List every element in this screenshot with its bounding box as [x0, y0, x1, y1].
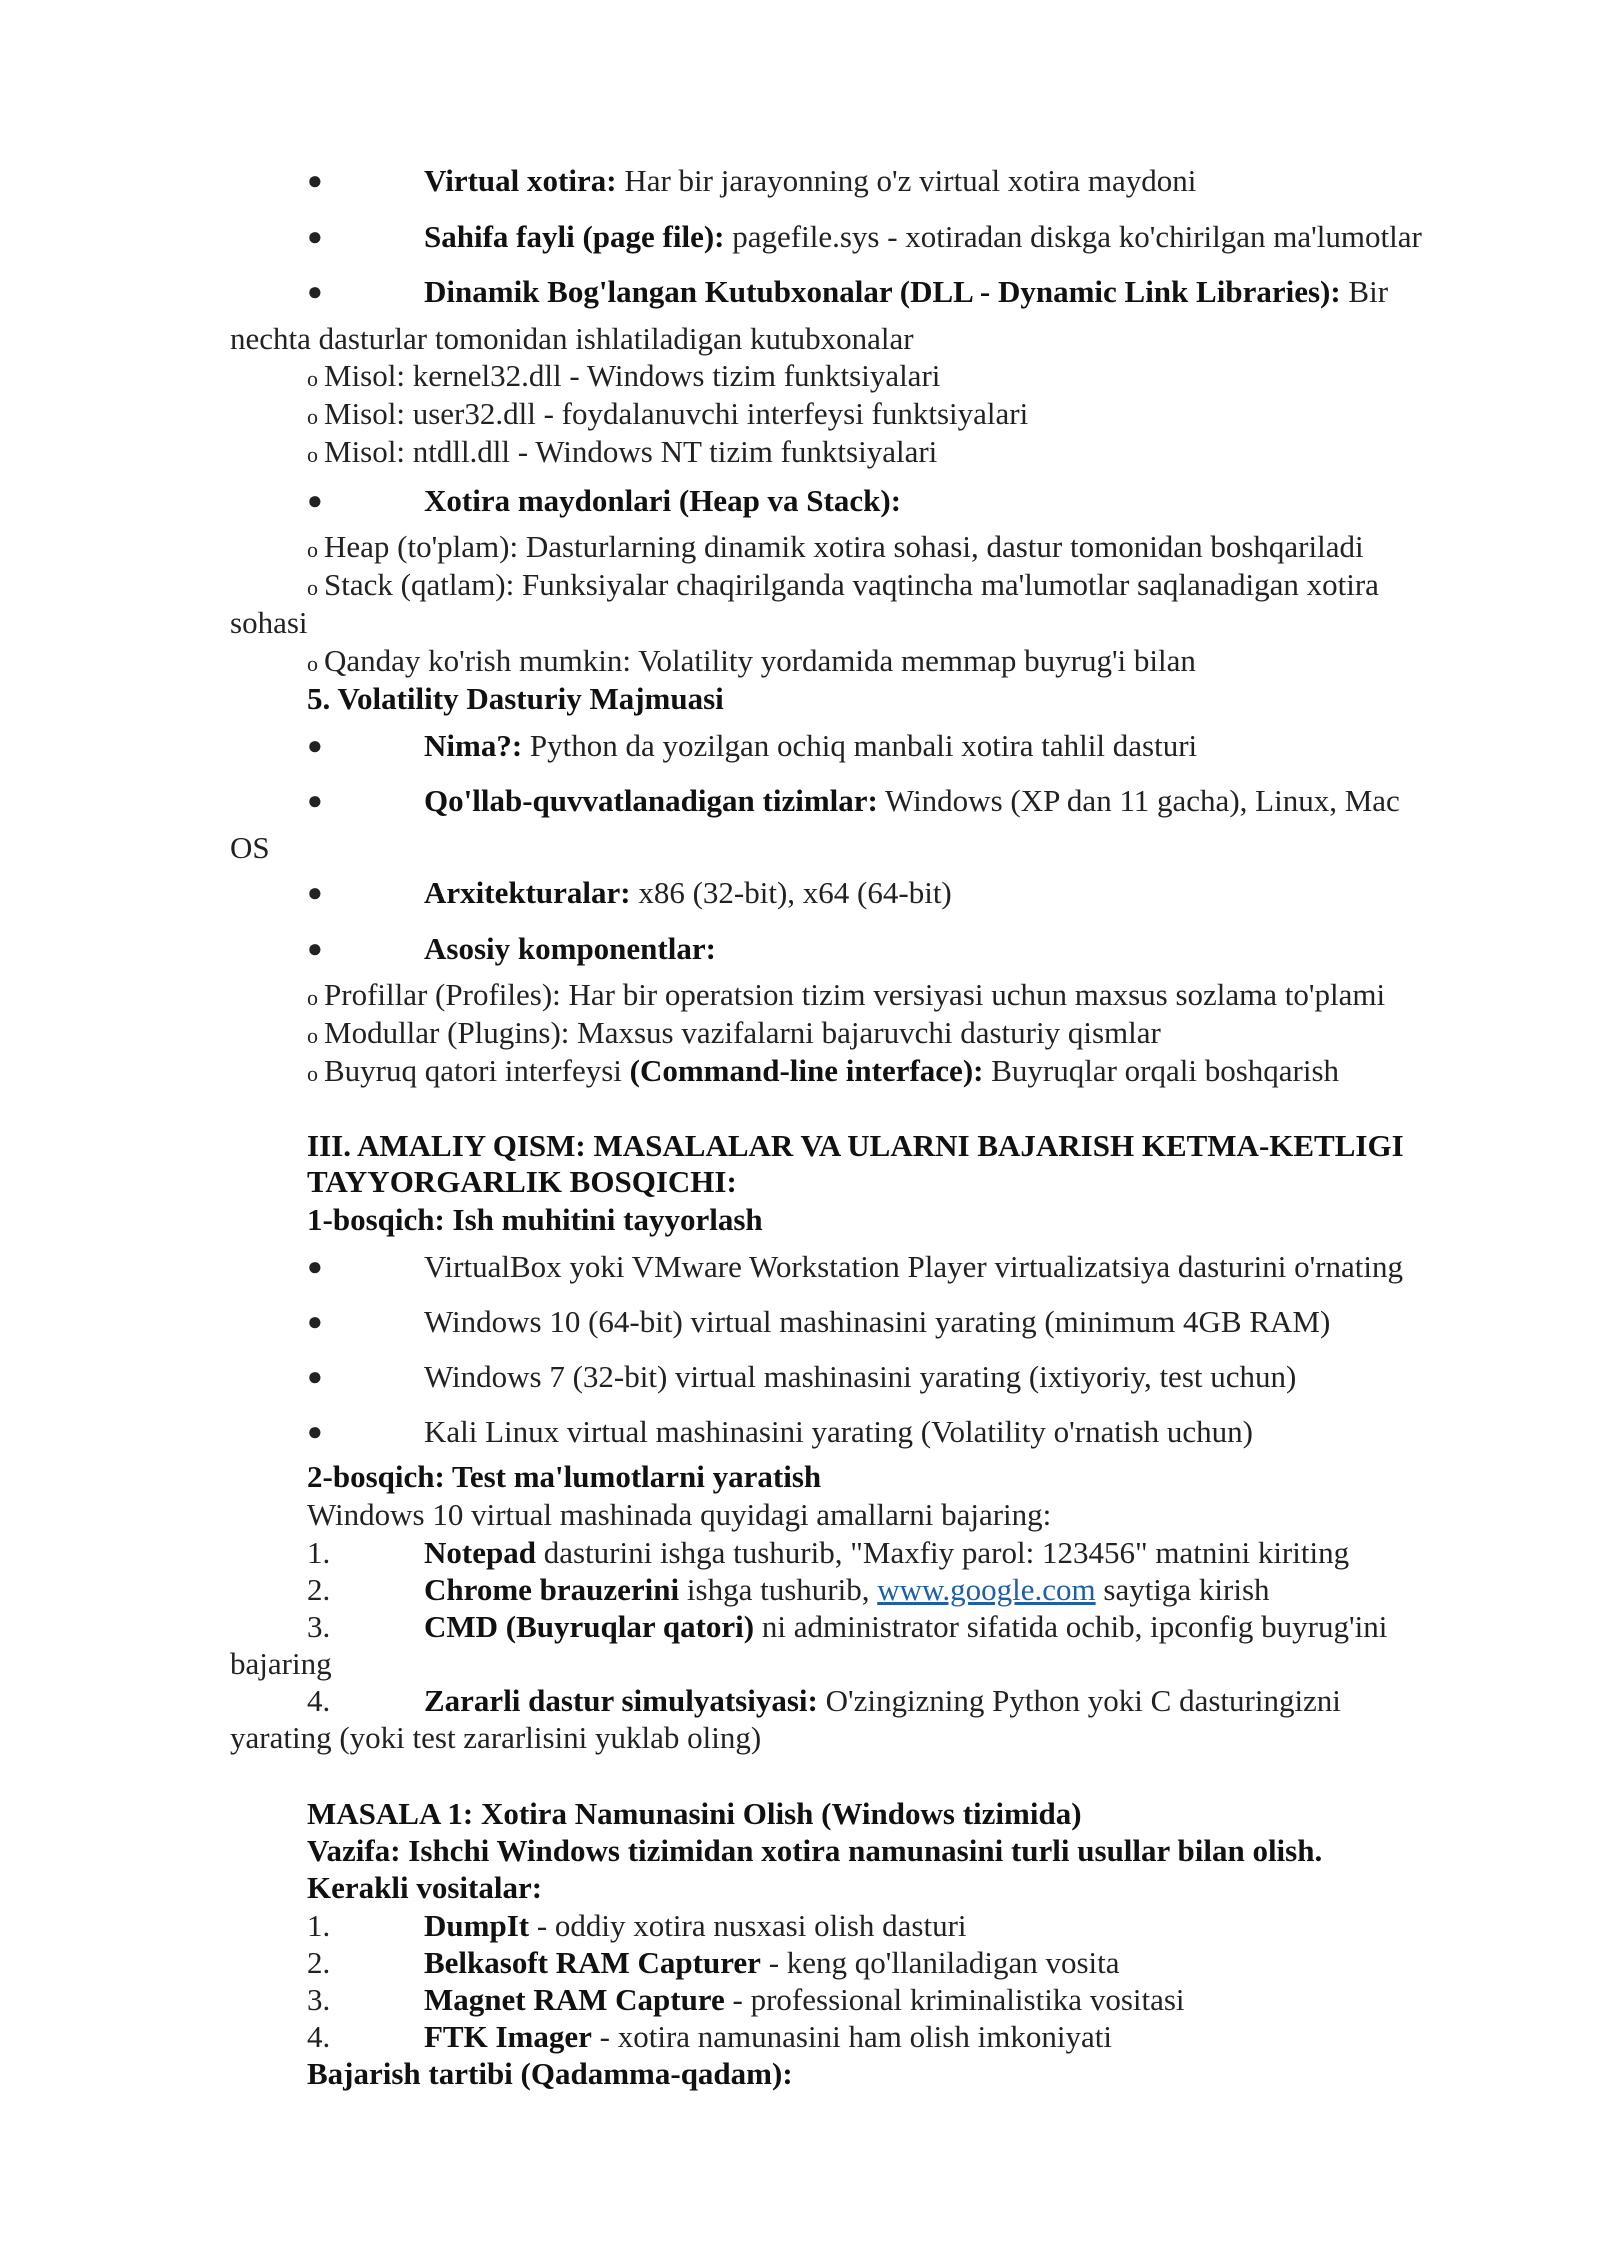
sub-bullet-marker: o — [307, 1023, 318, 1048]
bullet-marker: ● — [307, 1362, 323, 1391]
bullet-marker: ● — [307, 934, 323, 963]
term: Nima?: — [424, 728, 523, 763]
step-2-item-3-continuation: bajaring — [230, 1646, 332, 1681]
sub-bullet-marker: o — [307, 404, 318, 429]
sub-bullet-marker: o — [307, 575, 318, 600]
supported-systems-continuation: OS — [230, 830, 270, 865]
component-profiles: o Profillar (Profiles): Har bir operatsion tizim versiyasi uchun maxsus sozlama to'plami — [307, 977, 1386, 1012]
list-number: 2. — [307, 1945, 331, 1980]
bullet-marker: ● — [307, 277, 323, 306]
component-cli: o Buyruq qatori interfeysi (Command-line interface): Buyruqlar orqali boshqarish — [307, 1053, 1340, 1088]
definition: Bir — [1340, 274, 1389, 309]
bullet-marker: ● — [307, 1417, 323, 1446]
bullet-dll-continuation: nechta dasturlar tomonidan ishlatiladigan kutubxonalar — [230, 321, 914, 356]
term: Dinamik Bog'langan Kutubxonalar (DLL - Dynamic Link Libraries): — [424, 274, 1341, 309]
tools-title: Kerakli vositalar: — [307, 1870, 543, 1905]
definition: Python da yozilgan ochiq manbali xotira tahlil dasturi — [522, 728, 1198, 763]
bullet-marker: ● — [307, 786, 323, 815]
section-5-title: 5. Volatility Dasturiy Majmuasi — [307, 681, 724, 716]
part-3-title-line-1: III. AMALIY QISM: MASALALAR VA ULARNI BAJARISH KETMA-KETLIGI — [307, 1128, 1404, 1163]
term: Xotira maydonlari (Heap va Stack): — [424, 483, 902, 518]
google-link[interactable]: www.google.com — [877, 1572, 1096, 1607]
sub-bullet-marker: o — [307, 537, 318, 562]
list-number: 1. — [307, 1908, 331, 1943]
sub-bullet-marker: o — [307, 985, 318, 1010]
component-plugins: o Modullar (Plugins): Maxsus vazifalarni bajaruvchi dasturiy qismlar — [307, 1015, 1161, 1050]
procedure-title: Bajarish tartibi (Qadamma-qadam): — [307, 2056, 793, 2091]
step-2-intro: Windows 10 virtual mashinada quyidagi amallarni bajaring: — [307, 1497, 1052, 1532]
heap-item: o Heap (to'plam): Dasturlarning dinamik xotira sohasi, dastur tomonidan boshqariladi — [307, 529, 1364, 564]
dll-example-3: o Misol: ntdll.dll - Windows NT tizim funktsiyalari — [307, 434, 938, 469]
heap-stack-view-item: o Qanday ko'rish mumkin: Volatility yordamida memmap buyrug'i bilan — [307, 643, 1196, 678]
masala-1-task: Vazifa: Ishchi Windows tizimidan xotira namunasini turli usullar bilan olish. — [307, 1833, 1323, 1868]
bullet-marker: ● — [307, 1307, 323, 1336]
step-1-title: 1-bosqich: Ish muhitini tayyorlash — [307, 1202, 763, 1237]
sub-bullet-marker: o — [307, 442, 318, 467]
term: Qo'llab-quvvatlanadigan tizimlar: — [424, 783, 878, 818]
list-number: 3. — [307, 1609, 331, 1644]
list-number: 4. — [307, 2019, 331, 2054]
step-2-title: 2-bosqich: Test ma'lumotlarni yaratish — [307, 1459, 822, 1494]
step-2-item-4-continuation: yarating (yoki test zararlisini yuklab oling) — [230, 1720, 762, 1755]
term: Arxitekturalar: — [424, 875, 631, 910]
definition: Windows (XP dan 11 gacha), Linux, Mac — [877, 783, 1400, 818]
definition: Har bir jarayonning o'z virtual xotira maydoni — [616, 163, 1197, 198]
bullet-marker: ● — [307, 731, 323, 760]
stack-item-continuation: sohasi — [230, 605, 308, 640]
list-number: 3. — [307, 1982, 331, 2017]
list-number: 1. — [307, 1535, 331, 1570]
definition: pagefile.sys - xotiradan diskga ko'chirilgan ma'lumotlar — [724, 219, 1422, 254]
bullet-marker: ● — [307, 486, 323, 515]
term: Virtual xotira: — [424, 163, 617, 198]
masala-1-title: MASALA 1: Xotira Namunasini Olish (Windows tizimida) — [307, 1796, 1082, 1831]
term: Sahifa fayli (page file): — [424, 219, 725, 254]
sub-bullet-marker: o — [307, 1061, 318, 1086]
part-3-title-line-2: TAYYORGARLIK BOSQICHI: — [307, 1164, 737, 1199]
sub-bullet-marker: o — [307, 651, 318, 676]
list-number: 4. — [307, 1683, 331, 1718]
sub-bullet-marker: o — [307, 366, 318, 391]
definition: x86 (32-bit), x64 (64-bit) — [630, 875, 952, 910]
dll-example-2: o Misol: user32.dll - foydalanuvchi interfeysi funktsiyalari — [307, 396, 1029, 431]
term: Asosiy komponentlar: — [424, 931, 716, 966]
bullet-marker: ● — [307, 166, 323, 195]
bullet-marker: ● — [307, 1252, 323, 1281]
dll-example-1: o Misol: kernel32.dll - Windows tizim funktsiyalari — [307, 358, 941, 393]
stack-item: o Stack (qatlam): Funksiyalar chaqirilganda vaqtincha ma'lumotlar saqlanadigan xotira — [307, 567, 1379, 602]
bullet-marker: ● — [307, 222, 323, 251]
list-number: 2. — [307, 1572, 331, 1607]
bullet-marker: ● — [307, 878, 323, 907]
document-page: ● Virtual xotira: Har bir jarayonning o'z virtual xotira maydoni ● Sahifa fayli (page file): pagefile.sys - xotiradan diskga ko'chirilgan ma'lumotlar ● Dinamik Bog'langan Kutubxonalar (DLL - Dynamic Link Libraries): Bir nechta dasturlar tomonidan ishlatiladigan kutubxonalar o Misol: kernel32.dll - Windows tizim funktsiyalari o Misol: user32.dll - foydalanuvchi interfeysi funktsiyalari o Misol: ntdll.dll - Windows NT tizim funktsiyalari ● Xotira maydonlari (Heap va Stack): o Heap (to'plam): Dasturlarning dinamik xotira sohasi, dastur tomonidan boshqariladi o Stack (qatlam): Funksiyalar chaqirilganda vaqtincha ma'lumotlar saqlanadigan xotira sohasi o Qanday ko'rish mumkin: Volatility yordamida memmap buyrug'i bilan 5. Volatility Dasturiy Majmuasi ● Nima?: Python da yozilgan ochiq manbali xotira tahlil dasturi ● Qo'llab-quvvatlanadigan tizimlar: Windows (XP dan 11 gacha), Linux, Mac OS ● Arxitekturalar: x86 (32-bit), x64 (64-bit) ● Asosiy komponentlar: o Profillar (Profiles): Har bir operatsion tizim versiyasi uchun maxsus sozlama to'plami o Modullar (Plugins): Maxsus vazifalarni bajaruvchi dasturiy qismlar o Buyruq qatori interfeysi (Command-line interface): Buyruqlar orqali boshqarish III. AMALIY QISM: MASALALAR VA ULARNI BAJARISH KETMA-KETLIGI TAYYORGARLIK BOSQICHI: 1-bosqich: Ish muhitini tayyorlash ● VirtualBox yoki VMware Workstation Player virtualizatsiya dasturini o'rnating ● Windows 10 (64-bit) virtual mashinasini yarating (minimum 4GB RAM) ● Windows 7 (32-bit) virtual mashinasini yarating (ixtiyoriy, test uchun) ● Kali Linux virtual mashinasini yarating (Volatility o'rnatish uchun) 2-bosqich: Test ma'lumotlarni yaratish Windows 10 virtual mashinada quyidagi amallarni bajaring: 1. Notepad dasturini ishga tushurib, "Maxfiy parol: 123456" matnini kiriting 2. Chrome brauzerini ishga tushurib, www.google.com saytiga kirish 3. CMD (Buyruqlar qatori) ni administrator sifatida ochib, ipconfig buyrug'ini bajaring 4. Zararli dastur simulyatsiyasi: O'zingizning Python yoki C dasturingizni yarating (yoki test zararlisini yuklab oling) MASALA 1: Xotira Namunasini Olish (Windows tizimida) Vazifa: Ishchi Windows tizimidan xotira namunasini turli usullar bilan olish. Kerakli vositalar: 1. DumpIt - oddiy xotira nusxasi olish dasturi 2. Belkasoft RAM Capturer - keng qo'llaniladigan vosita 3. Magnet RAM Capture - professional kriminalistika vositasi 4. FTK Imager - xotira namunasini ham olish imkoniyati Bajarish tartibi (Qadamma-qadam): — [0, 0, 1600, 2262]
